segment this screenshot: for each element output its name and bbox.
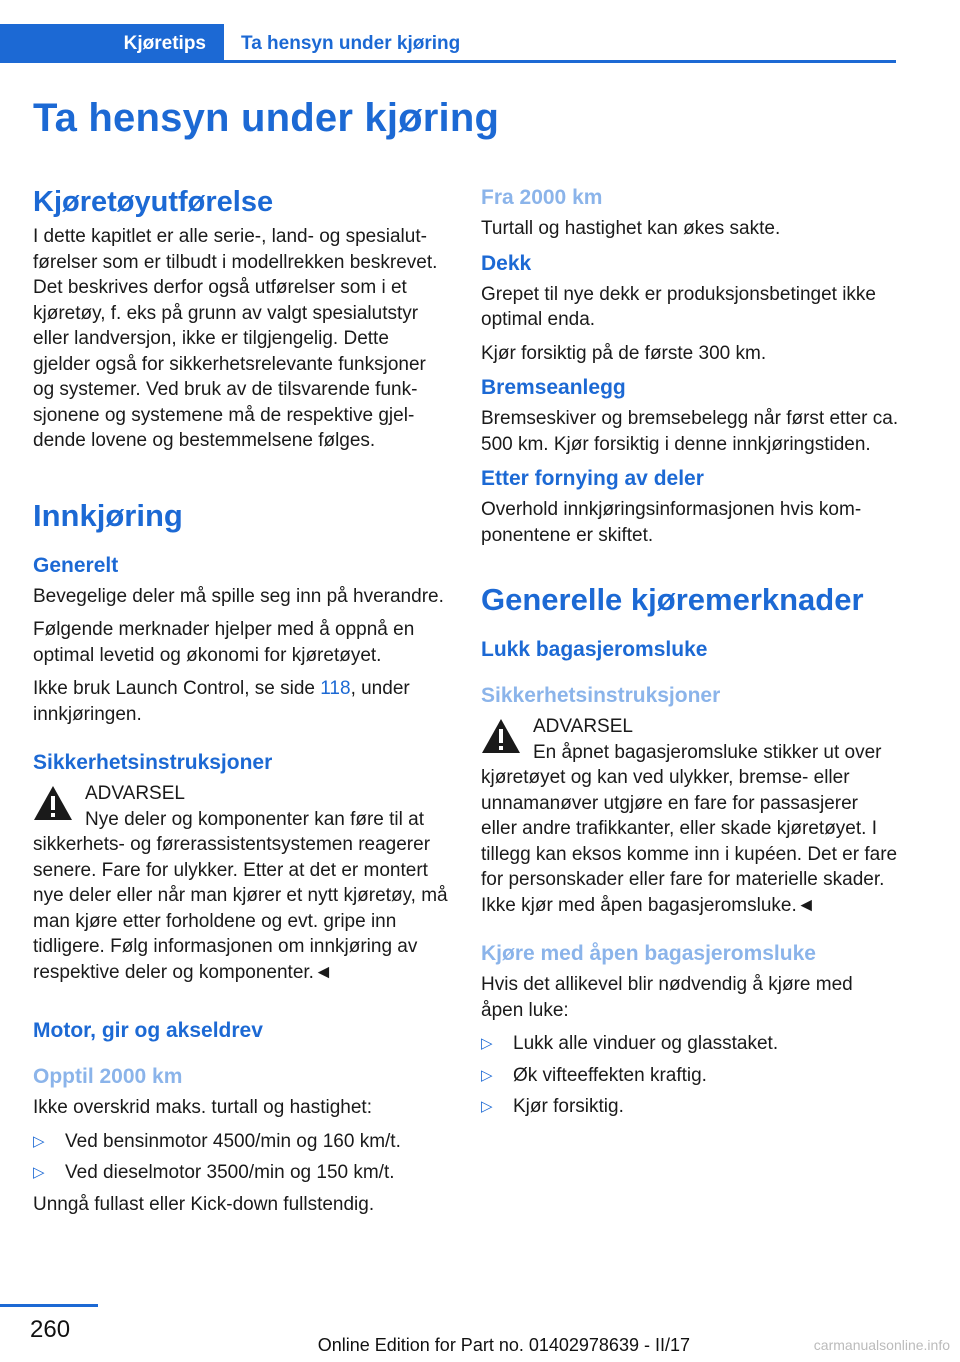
page-number: 260	[30, 1316, 71, 1343]
subheading-sikkerhetsinstruksjoner: Sikkerhetsinstruksjoner	[33, 751, 273, 774]
paragraph: Grepet til nye dekk er produksjonsbetinget ikke optimal enda.	[481, 283, 876, 330]
tab-ta-hensyn[interactable]: Ta hensyn under kjøring	[241, 32, 461, 54]
warning-label: ADVARSEL	[533, 716, 633, 737]
triangle-bullet-icon: ▷	[33, 1132, 45, 1150]
triangle-bullet-icon: ▷	[33, 1164, 45, 1181]
warning-box	[33, 781, 451, 985]
warning-text: Nye deler og komponenter kan føre til at sikkerhets- og førerassistentsystemen reagerer senere. Fare for ulykker. Etter at det er montert nye deler eller når man kjører et nytt kjøretøy, må man kjøre etter forholdene og evt. gripe inn tidligere. Følg informasjonen om innkjøring av respektive deler og komponenter.◄	[33, 808, 448, 983]
subheading-kjore-med-apen: Kjøre med åpen bagasjeromsluke	[481, 942, 816, 965]
warning-label: ADVARSEL	[85, 783, 185, 804]
left-column	[33, 184, 451, 1225]
warning-box	[481, 714, 899, 918]
paragraph: Hvis det allikevel blir nødvendig å kjøre med åpen luke:	[481, 974, 853, 1021]
subheading-bremseanlegg: Bremseanlegg	[481, 376, 626, 399]
section-heading-innkjoring: Innkjøring	[33, 497, 183, 533]
subheading-generelt: Generelt	[33, 553, 119, 577]
triangle-bullet-icon: ▷	[481, 1098, 493, 1115]
edition-note: Online Edition for Part no. 01402978639 - II/17	[317, 1335, 690, 1355]
paragraph: Unngå fullast eller Kick-down fullstendig.	[33, 1193, 375, 1215]
paragraph-kjoretoyutforelse: I dette kapitlet er alle serie-, land- og spesialutførelser som er tilbudt i modellrekken beskrevet. Det beskrives derfor også utførelser som i et kjøretøy, f. eks på grunn av valgt spesialutstyr eller landversjon, ikke er tilgjengelig. Dette gjelder også for sikkerhetsrelevante funksjoner og systemer. Ved bruk av de tilsvarende funksjonene og systemene må de respektive gjeldende lovene og bestemmelsene følges.	[33, 226, 438, 451]
list-item: ▷ Ved dieselmotor 3500/min og 150 km/t.	[33, 1160, 451, 1186]
paragraph: Ikke overskrid maks. turtall og hastighet:	[33, 1097, 372, 1118]
paragraph-launch-control: Ikke bruk Launch Control, se side 118, under innkjøringen.	[33, 678, 410, 725]
subheading-fra-2000: Fra 2000 km	[481, 186, 603, 209]
warning-icon	[481, 718, 521, 754]
list-item: ▷ Lukk alle vinduer og glasstaket.	[481, 1031, 899, 1057]
warning-icon	[33, 785, 73, 821]
paragraph: Følgende merknader hjelper med å oppnå en optimal levetid og økonomi for kjøretøyet.	[33, 619, 415, 666]
tab-kjoretips[interactable]: Kjøretips	[0, 24, 224, 63]
subheading-motor: Motor, gir og akseldrev	[33, 1019, 263, 1042]
subheading-etter-fornying: Etter fornying av deler	[481, 467, 704, 490]
page-link-118[interactable]: 118	[320, 678, 351, 699]
right-column	[481, 184, 899, 1126]
subheading-dekk: Dekk	[481, 251, 532, 275]
list-item: ▷ Øk vifteeffekten kraftig.	[481, 1063, 899, 1089]
warning-text: En åpnet bagasjeromsluke stikker ut over kjøretøyet og kan ved ulykker, bremse- eller unnamanøver utgjøre en fare for passasjerer eller andre trafikkanter, eller skade kjøretøyet. I tillegg kan eksos komme inn i kupéen. Det er fare for personskader eller fare for materielle skader. Ikke kjør med åpen bagasjeromsluke.◄	[481, 741, 898, 916]
triangle-bullet-icon: ▷	[481, 1035, 493, 1052]
header-rule	[0, 60, 896, 63]
subheading-lukk-bagasjeromsluke: Lukk bagasjeromsluke	[481, 638, 708, 661]
paragraph: Turtall og hastighet kan økes sakte.	[481, 218, 781, 239]
page-title: Ta hensyn under kjøring	[33, 96, 500, 140]
list-item: ▷ Kjør forsiktig.	[481, 1094, 899, 1120]
paragraph: Overhold innkjøringsinformasjonen hvis komponentene er skiftet.	[481, 499, 862, 546]
bullet-list	[481, 1031, 899, 1120]
subheading-opptil-2000: Opptil 2000 km	[33, 1065, 183, 1088]
paragraph: Kjør forsiktig på de første 300 km.	[481, 342, 767, 364]
list-item: ▷ Ved bensinmotor 4500/min og 160 km/t.	[33, 1129, 451, 1155]
subheading-sikkerhetsinstruksjoner: Sikkerhetsinstruksjoner	[481, 684, 721, 707]
watermark: carmanualsonline.info	[813, 1337, 950, 1353]
section-heading-generelle-kjoremerknader: Generelle kjøremerknader	[481, 582, 864, 617]
footer-rule	[0, 1304, 98, 1307]
paragraph: Bevegelige deler må spille seg inn på hverandre.	[33, 585, 444, 607]
paragraph: Bremseskiver og bremsebelegg når først etter ca. 500 km. Kjør forsiktig i denne innkjøringstiden.	[481, 408, 899, 455]
bullet-list	[33, 1129, 451, 1186]
triangle-bullet-icon: ▷	[481, 1066, 493, 1084]
section-heading-kjoretoyutforelse: Kjøretøyutførelse	[33, 186, 274, 218]
